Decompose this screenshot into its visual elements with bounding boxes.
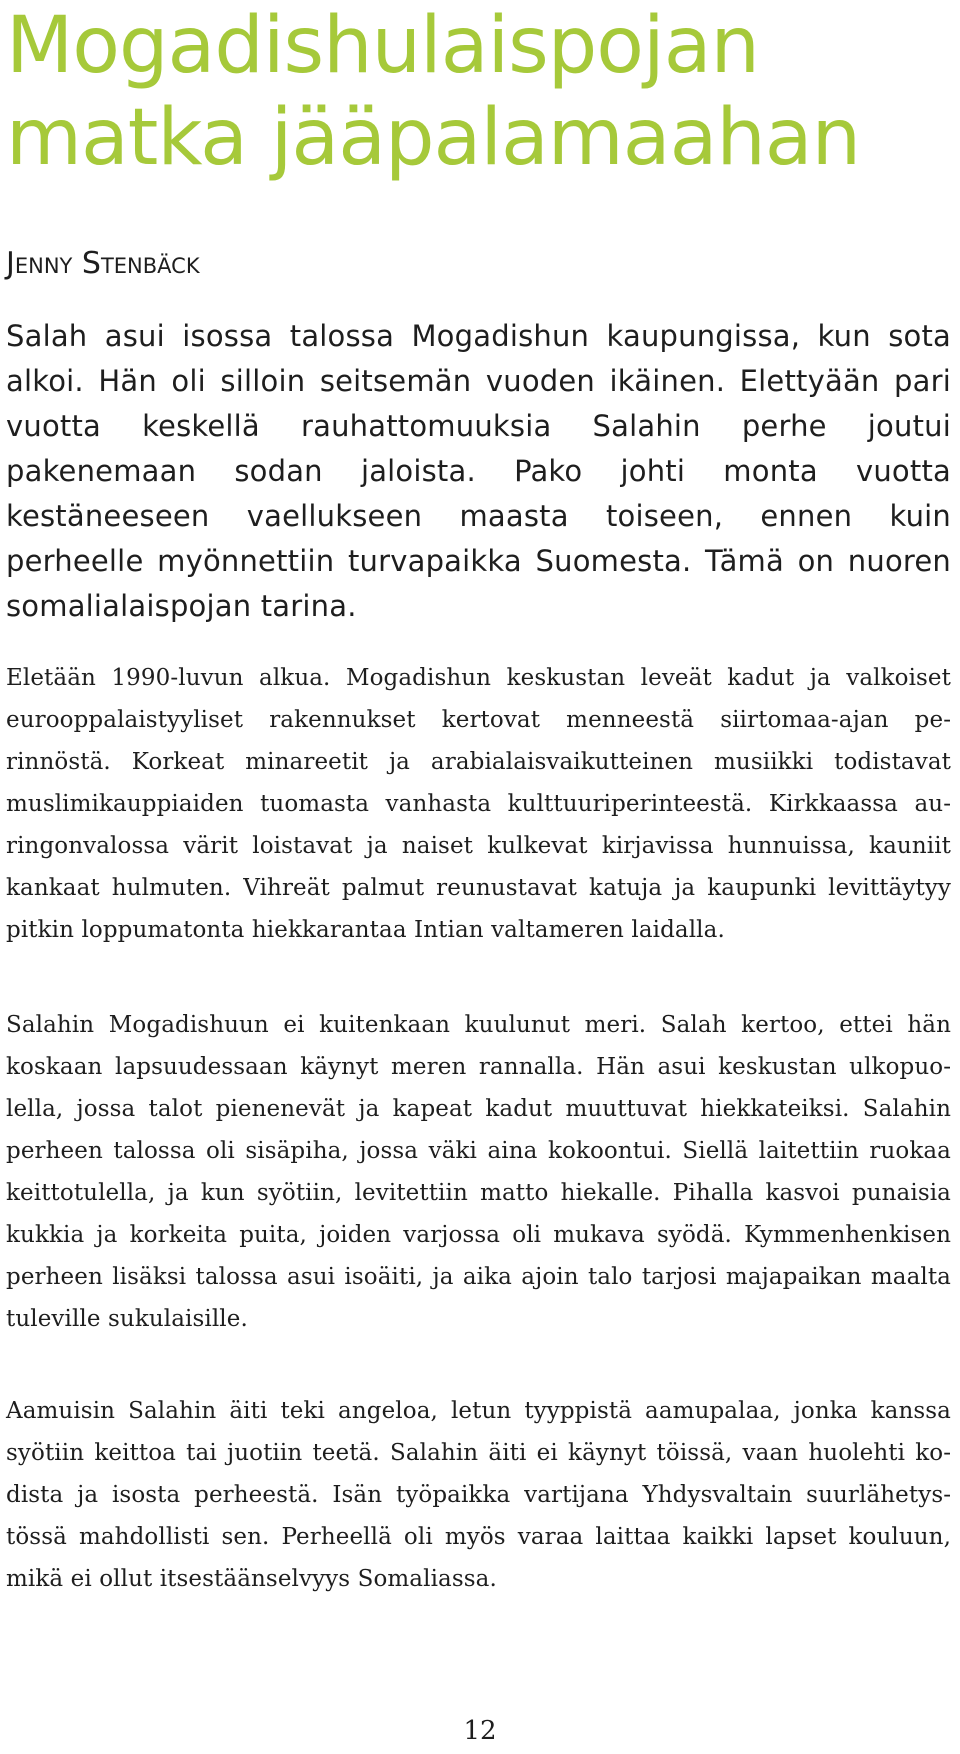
article-title-line-1: Mogadishulaispojan (6, 1, 759, 91)
body-paragraph-1: Eletään 1990-luvun alkua. Mogadishun keskustan leveät kadut ja valkoiset eurooppalaistyyliset rakennukset kertovat menneestä siirtomaa-ajan perinnöstä. Korkeat minareetit ja arabialaisvaikutteinen musiikki todistavat muslimikauppiaiden tuomasta vanhasta kulttuuriperinteestä. Kirkkaassa auringonvalossa värit loistavat ja naiset kulkevat kirjavissa hunnuissa, kauniit kankaat hulmuten. Vihreät palmut reunustavat katuja ja kaupunki levittäytyy pitkin loppumatonta hiekkarantaa Intian valtameren laidalla. (6, 665, 951, 943)
lead-paragraph: Salah asui isossa talossa Mogadishun kaupungissa, kun sota alkoi. Hän oli silloin seitsemän vuoden ikäinen. Elettyään pari vuotta keskellä rauhattomuuksia Salahin perhe joutui pakenemaan sodan jaloista. Pako johti monta vuotta kestäneeseen vaellukseen maasta toiseen, ennen kuin perheelle myönnettiin turvapaikka Suomesta. Tämä on nuoren somalialaispojan tarina. (6, 319, 951, 623)
article-title-line-2: matka jääpalamaahan (6, 93, 861, 183)
body-paragraph-3: Aamuisin Salahin äiti teki angeloa, letun tyyppistä aamupalaa, jonka kanssa syötiin keittoa tai juotiin teetä. Salahin äiti ei käynyt töissä, vaan huolehti kodista ja isosta perheestä. Isän työpaikka vartijana Yhdysvaltain suurlähetystössä mahdollisti sen. Perheellä oli myös varaa laittaa kaikki lapset kouluun, mikä ei ollut itsestäänselvyys Somaliassa. (6, 1398, 951, 1592)
author-name: Jenny Stenbäck (6, 246, 200, 281)
article-title (6, 0, 951, 184)
body-paragraph-2: Salahin Mogadishuun ei kuitenkaan kuulunut meri. Salah kertoo, ettei hän koskaan lapsuudessaan käynyt meren rannalla. Hän asui keskustan ulkopuolella, jossa talot pienenevät ja kapeat kadut muuttuvat hiekkateiksi. Salahin perheen talossa oli sisäpiha, jossa väki aina kokoontui. Siellä laitettiin ruokaa keittotulella, ja kun syötiin, levitettiin matto hiekalle. Pihalla kasvoi punaisia kukkia ja korkeita puita, joiden varjossa oli mukava syödä. Kymmenhenkisen perheen lisäksi talossa asui isoäiti, ja aika ajoin talo tarjosi majapaikan maalta tuleville sukulaisille. (6, 1012, 951, 1332)
page-number: 12 (463, 1716, 497, 1746)
